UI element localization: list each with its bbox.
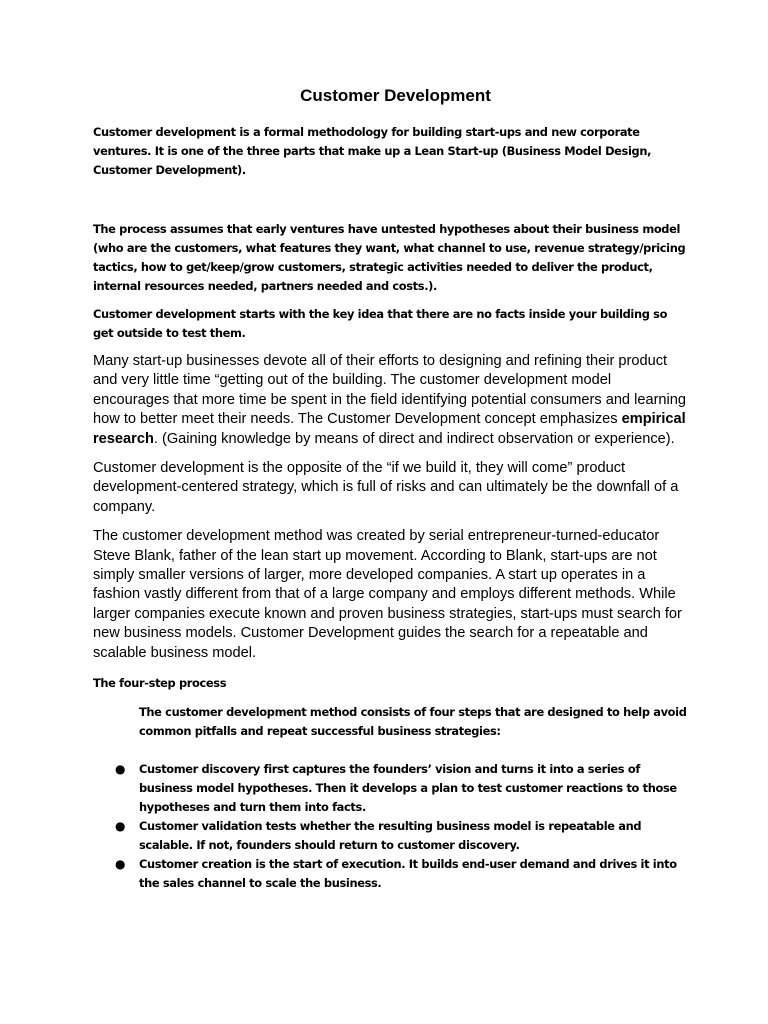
steve-blank-paragraph: The customer development method was created by serial entrepreneur-turned-educator Steve Blank, father of the lean start up movement. According to Blank, start-ups are not simply smaller versions of larger, more developed companies. A start up operates in a fashion vastly different from that of a large company and employs different methods. While larger companies execute known and proven business strategies, start-ups must search for new business models. Customer Development guides the search for a repeatable and scalable business model. — [93, 528, 682, 661]
document-title: Customer Development — [300, 86, 491, 105]
four-step-heading: The four-step process — [93, 676, 227, 691]
list-item — [93, 855, 688, 893]
process-paragraph: The process assumes that early ventures have untested hypotheses about their business model (who are the customers, what features they want, what channel to use, revenue strategy/pricing tactics, how to get/keep/grow customers, strategic activities needed to deliver the product, internal resources needed, partners needed and costs.). — [93, 222, 686, 293]
four-step-intro: The customer development method consists of four steps that are designed to help avoid common pitfalls and repeat successful business strategies: — [139, 705, 687, 739]
list-item-text: Customer validation tests whether the resulting business model is repeatable and scalable. If not, founders should return to customer discovery. — [139, 819, 642, 853]
steps-list — [93, 760, 688, 893]
intro-paragraph: Customer development is a formal methodology for building start-ups and new corporate ventures. It is one of the three parts that make up a Lean Start-up (Business Model Design, Customer Development). — [93, 125, 652, 177]
p4-text-after: . (Gaining knowledge by means of direct and indirect observation or experience). — [153, 430, 675, 447]
bullet-icon: ● — [115, 762, 126, 777]
p4-text-before: Many start-up businesses devote all of their efforts to designing and refining their product and very little time “getting out of the building. The customer development model encourages that more time be spent in the field identifying potential consumers and learning how to better meet their needs. The Customer Development concept emphasizes — [93, 353, 687, 428]
list-item — [93, 817, 688, 855]
empirical-research-emphasis: empirical research — [93, 411, 686, 447]
startup-efforts-paragraph — [93, 352, 688, 449]
bullet-icon: ● — [115, 857, 126, 872]
list-item — [93, 760, 688, 817]
opposite-strategy-paragraph: Customer development is the opposite of the “if we build it, they will come” product development-centered strategy, which is full of risks and can ultimately be the downfall of a company. — [93, 460, 679, 515]
key-idea-paragraph: Customer development starts with the key idea that there are no facts inside your building so get outside to test them. — [93, 307, 668, 340]
list-item-text: Customer creation is the start of execution. It builds end-user demand and drives it into the sales channel to scale the business. — [139, 857, 677, 891]
list-item-text: Customer discovery first captures the founders’ vision and turns it into a series of business model hypotheses. Then it develops a plan to test customer reactions to those hypotheses and turn them into facts. — [139, 762, 677, 815]
bullet-icon: ● — [115, 819, 126, 834]
